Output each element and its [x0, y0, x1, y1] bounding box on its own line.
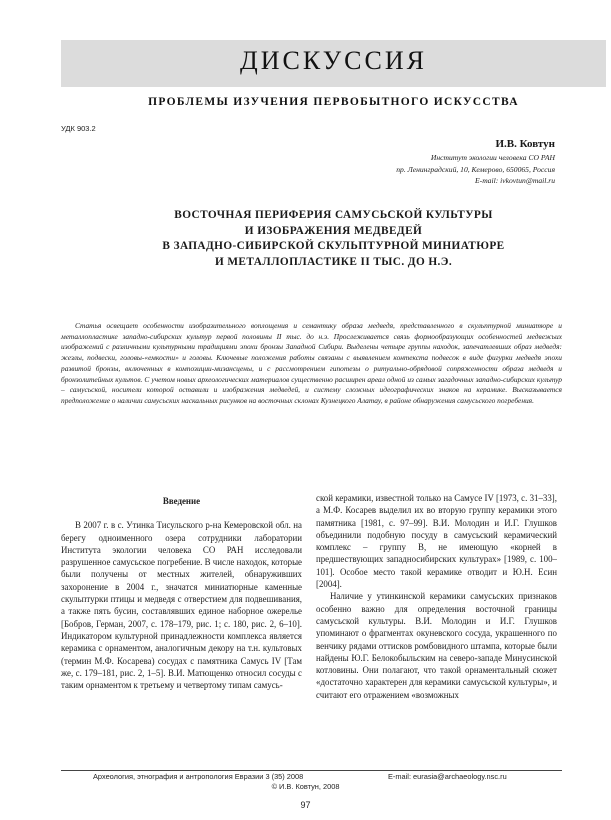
footer-journal: Археология, этнография и антропология Евразии 3 (35) 2008 [93, 772, 304, 781]
section-title: ПРОБЛЕМЫ ИЗУЧЕНИЯ ПЕРВОБЫТНОГО ИСКУССТВА [148, 96, 519, 108]
author-block [396, 138, 555, 187]
article-title-line: И ИЗОБРАЖЕНИЯ МЕДВЕДЕЙ [244, 224, 423, 237]
abstract: Статья освещает особенности изобразительного воплощения и семантику образа медведя, представленного в скульптурной миниатюре и металлопластике западно-сибирских культур первой половины II тыс. до н.э. Прослеживается связь формообразующих особенностей медвежьих изображений с различными культурными традициями эпохи бронзы Западной Сибири. Выделены четыре группы находок, запечатлевших образ медведя: жезлы, подвески, головы-«емкости» и головы. Ключевые положения работы связаны с выявлением контекста подвесок в виде фигурки медведя эпохи развитой бронзы, включенных в композиции-мизансцены, и с рассмотрением гипотезы о ритуально-обрядовой сопряженности образа медведя и бронзолитейных культов. С учетом новых археологических материалов существенно расширен ареал одной из самых загадочных западно-сибирских культур – самусьской, носители которой оставили и изображения медведей, и систему сложных идеографических знаков на керамике. Высказывается предположение о наличии самусьских наскальных рисунков на восточных склонах Кузнецкого Алатау, в районе обнаружения самусьского погребения. [61, 321, 562, 405]
article-title [61, 208, 606, 270]
article-title-line: В ЗАПАДНО-СИБИРСКОЙ СКУЛЬПТУРНОЙ МИНИАТЮРЕ [162, 240, 505, 252]
udk-code: УДК 903.2 [61, 124, 96, 133]
body-paragraph: ской керамики, известной только на Самусе IV [1973, с. 31–33], а М.Ф. Косарев выделил их во вторую группу керамики этого памятника [1981, с. 97–99]. В.И. Молодин и И.Г. Глушков объединили подобную посуду в самусьский керамический комплекс – группу В, не имеющую «корней в предшествующих западносибирских культурах» [1989, с. 100–101]. Особое место такой керамике отводит и Ю.Н. Есин [2004]. [316, 493, 557, 590]
footer-divider [61, 770, 562, 771]
footer-copyright: © И.В. Ковтун, 2008 [271, 782, 340, 791]
footer-email: E-mail: eurasia@archaeology.nsc.ru [388, 772, 507, 781]
section-banner [61, 40, 606, 87]
author-address: пр. Ленинградский, 10, Кемерово, 650065, Россия [396, 164, 555, 174]
article-title-line: ВОСТОЧНАЯ ПЕРИФЕРИЯ САМУСЬСКОЙ КУЛЬТУРЫ [174, 209, 493, 221]
body-paragraph: Наличие у утинкинской керамики самусьских признаков особенно важно для определения восточной границы самусьской культуры. В.И. Молодин и И.Г. Глушков упоминают о фрагментах окуневского сосуда, украшенного по венчику рядами оттисков ромбовидного штампа, которые были найдены Ю.Г. Белокобыльским на северо-западе Минусинской котловины. Они полагают, что такой орнаментальный сюжет «достаточно характерен для керамики самусьской культуры», и считают его отражением «возможных [316, 591, 557, 700]
author-affiliation: Институт экологии человека СО РАН [430, 153, 555, 162]
body-column-left [61, 495, 302, 691]
author-email: E-mail: ivkovtun@mail.ru [475, 176, 555, 185]
author-name: И.В. Ковтун [495, 138, 555, 150]
body-column-right [316, 492, 557, 701]
article-title-line: И МЕТАЛЛОПЛАСТИКЕ II ТЫС. ДО Н.Э. [214, 255, 453, 268]
intro-heading: Введение [162, 496, 201, 506]
page-number: 97 [300, 800, 311, 810]
body-paragraph: В 2007 г. в с. Утинка Тисульского р-на Кемеровской обл. на берегу одноименного озера сотрудники лаборатории Института экологии человека СО РАН исследовали разрушенное самусьское погребение. В числе находок, которые были получены от местных жителей, обнаруживших захоронение в 2004 г., значатся миниатюрные каменные скульптурки птицы и медведя с отверстием для подвешивания, а также пять бусин, составлявших единое наборное ожерелье [Бобров, Герман, 2007, с. 178–179, рис. 1; с. 180, рис. 2, 6–10]. Индикатором культурной принадлежности комплекса является керамика с орнаментом, аналогичным декору на т.н. культовых (термин М.Ф. Косарева) сосудах с памятника Самусь IV [Там же, с. 179–181, рис. 2, 1–5]. В.И. Матющенко относил сосуды с таким орнаментом к третьему и четвертому типам самусь- [61, 520, 302, 691]
banner-title: ДИСКУССИЯ [240, 46, 427, 75]
